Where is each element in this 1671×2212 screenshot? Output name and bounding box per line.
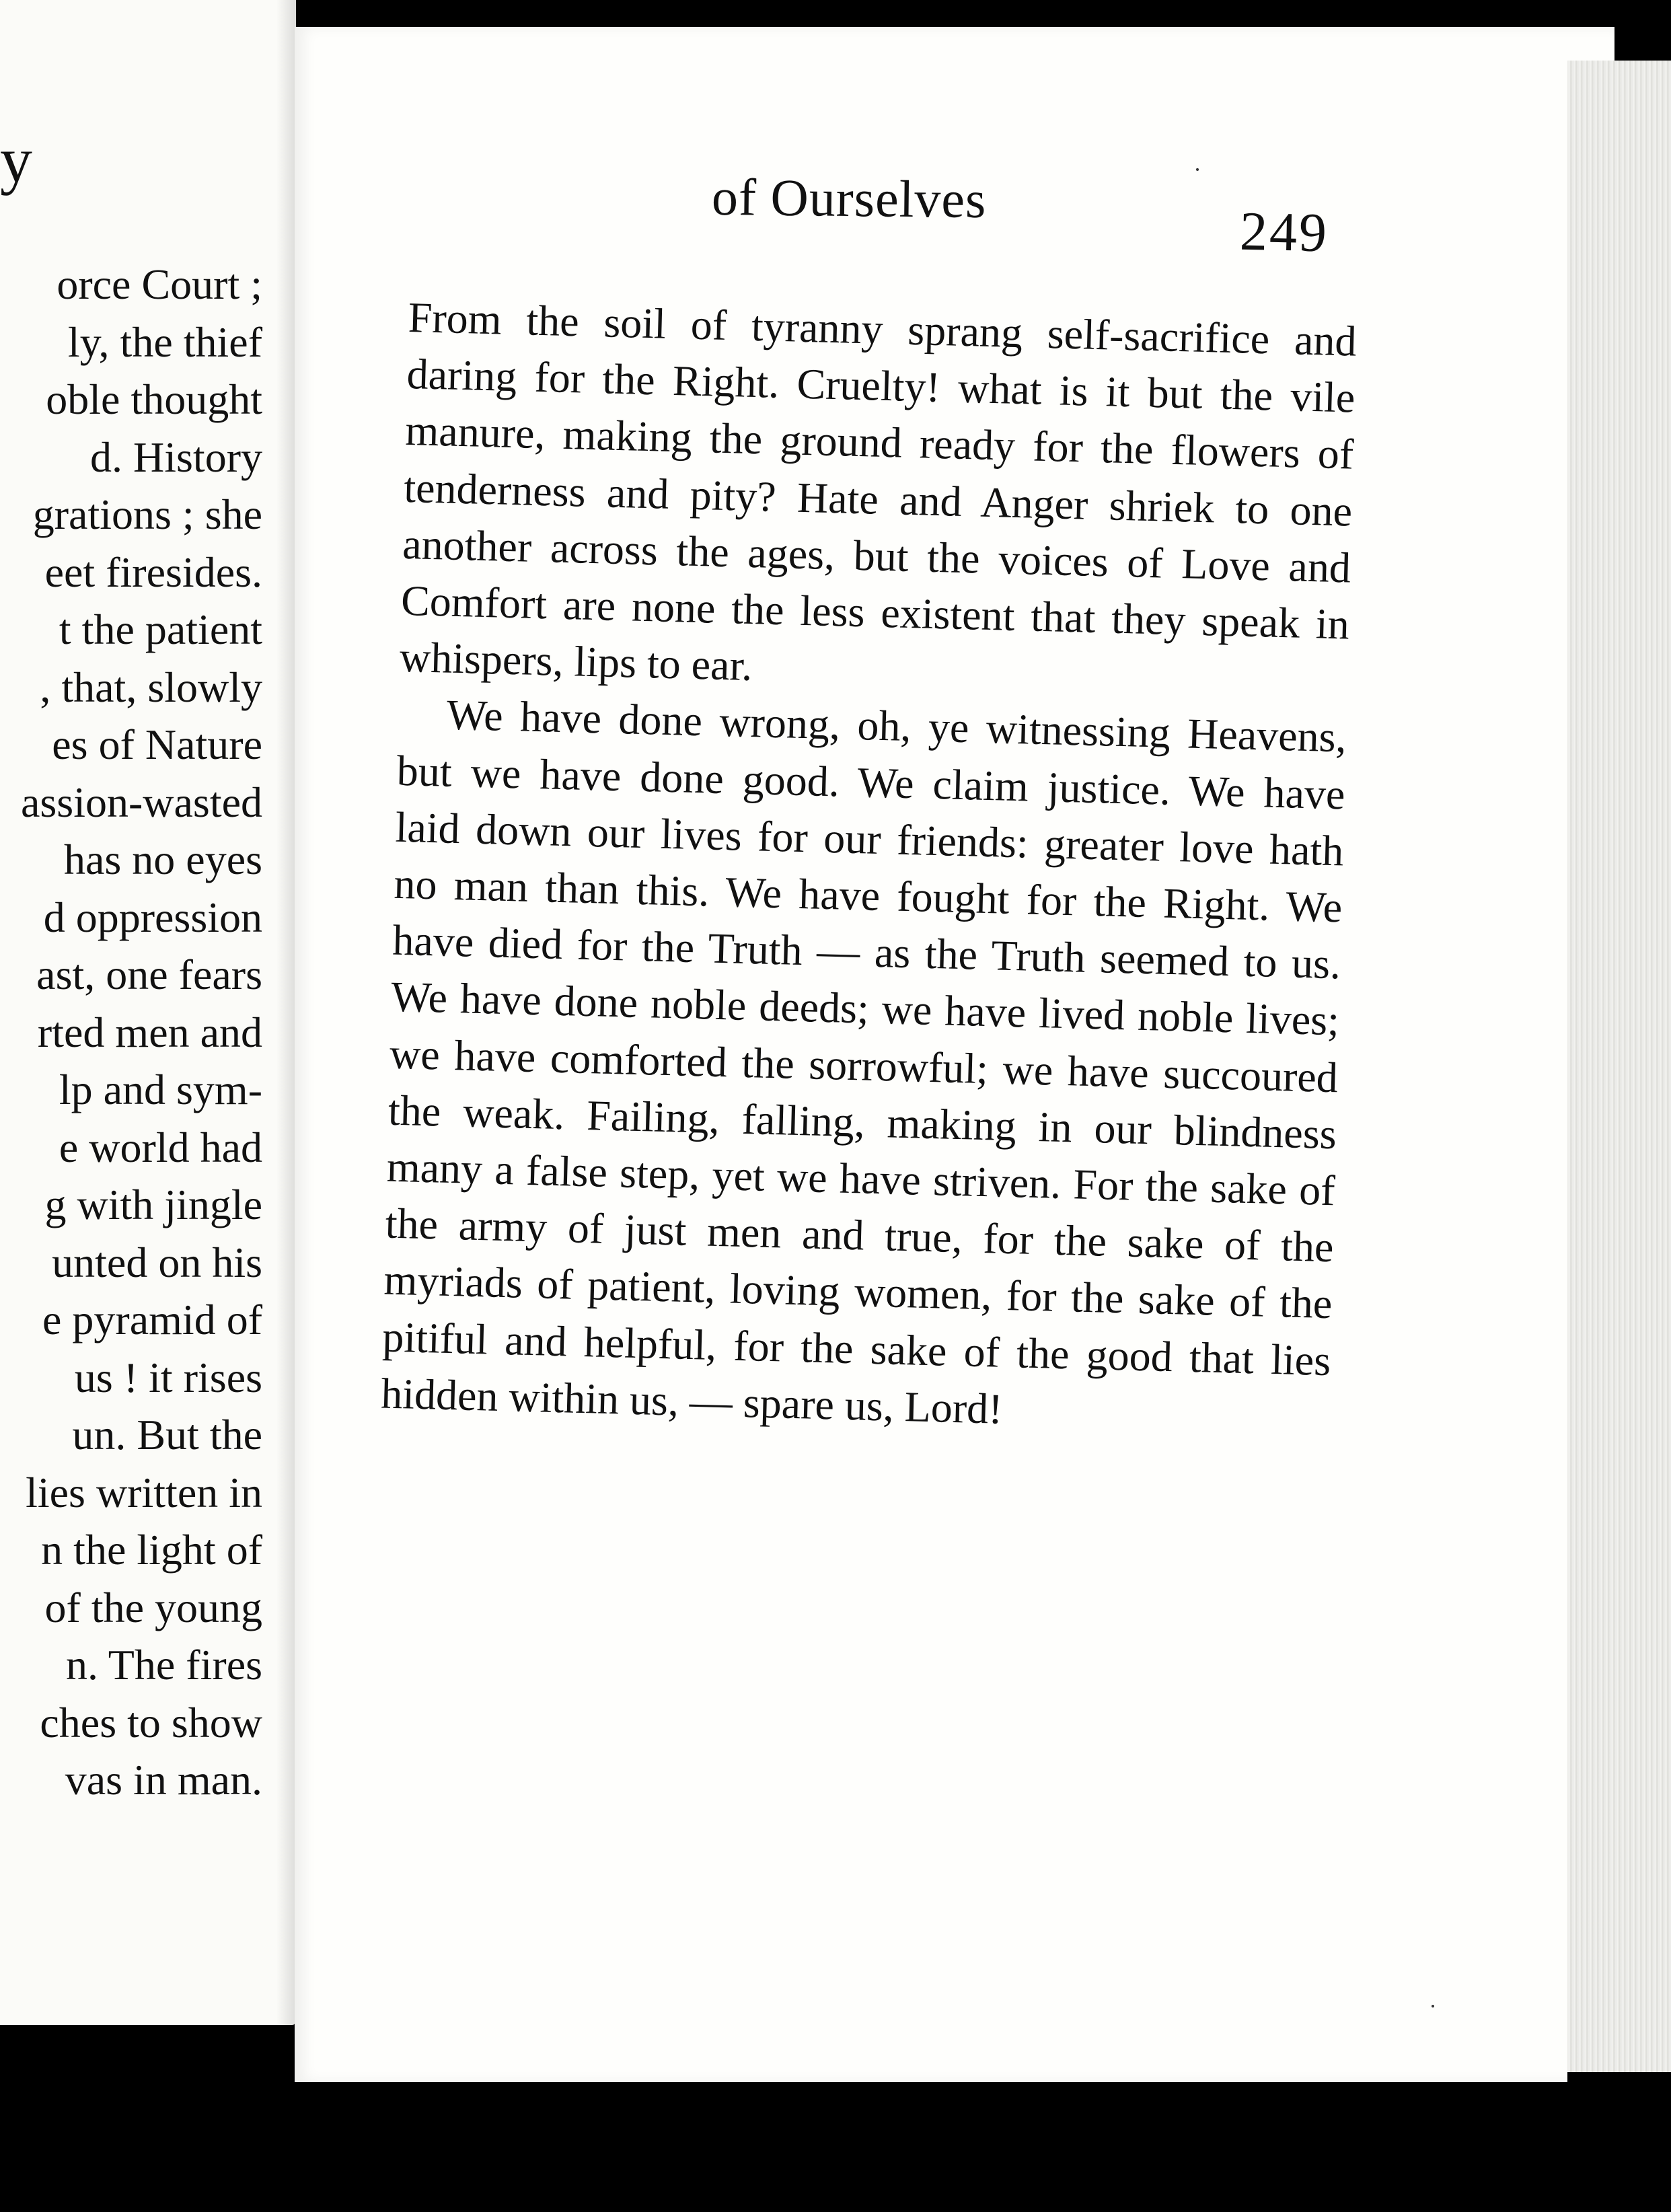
running-head: of Ourselves [711, 167, 987, 229]
text-line: n. The fires [65, 1641, 262, 1689]
left-page-running-head: y [0, 124, 32, 196]
text-line: rted men and [37, 1008, 262, 1056]
text-line: assion-wasted [20, 778, 262, 826]
text-line: lp and sym- [59, 1066, 262, 1113]
text-line: orce Court ; [57, 260, 262, 308]
background [1567, 2072, 1671, 2212]
left-page-text [0, 256, 262, 1809]
text-line: t the patient [59, 605, 262, 653]
text-line: has no eyes [63, 836, 262, 883]
text-line: eet firesides. [44, 548, 262, 596]
body-text [380, 289, 1357, 1446]
text-line: ches to show [40, 1698, 262, 1746]
text-line: e pyramid of [42, 1296, 262, 1343]
text-line: ly, the thief [67, 318, 262, 366]
left-page [0, 0, 296, 2025]
text-line: us ! it rises [74, 1353, 262, 1401]
text-line: vas in man. [65, 1756, 262, 1804]
page-block-edges [1567, 61, 1671, 2079]
text-line: e world had [59, 1123, 262, 1171]
text-line: un. But the [72, 1411, 262, 1459]
right-page [295, 27, 1614, 2082]
text-line: unted on his [52, 1238, 262, 1286]
text-line: g with jingle [44, 1181, 262, 1228]
gutter-shadow [276, 0, 296, 2025]
text-line: lies written in [26, 1468, 262, 1516]
paragraph: From the soil of tyranny sprang self-sacrifice and daring for the Right. Cruelty! what is it but the vile manure, making the ground ready for the flowers of tenderness and pity? Hate and Anger shriek to one another across the ages, but the voices of Love and Comfort are none the less existent that they speak in whispers, lips to ear. [399, 293, 1358, 690]
text-line: ast, one fears [36, 951, 262, 998]
text-line: oble thought [46, 375, 262, 423]
page-speck [1196, 168, 1199, 171]
text-line: d oppression [43, 893, 262, 941]
text-line: es of Nature [52, 721, 262, 768]
paragraph: We have done wrong, oh, ye witnessing Heavens, but we have done good. We claim justice. We have laid down our lives for our friends: greater love hath no man than this. We have fought for the Right. We have died for the Truth — as the Truth seemed to us. We have done noble deeds; we have lived noble lives; we have comforted the sorrowful; we have succoured the weak. Failing, falling, making in our blindness many a false step, yet we have striven. For the sake of the army of just men and true, for the sake of the myriads of patient, loving women, for the sake of the pitiful and helpful, for the sake of the good that lies hidden within us, — spare us, Lord! [380, 691, 1347, 1433]
page-speck [1432, 2005, 1434, 2007]
text-line: d. History [90, 433, 262, 481]
text-line: grations ; she [32, 490, 262, 538]
text-line: , that, slowly [40, 663, 262, 711]
page-number: 249 [1239, 200, 1329, 264]
text-line: of the young [44, 1583, 262, 1631]
text-line: n the light of [41, 1526, 262, 1574]
